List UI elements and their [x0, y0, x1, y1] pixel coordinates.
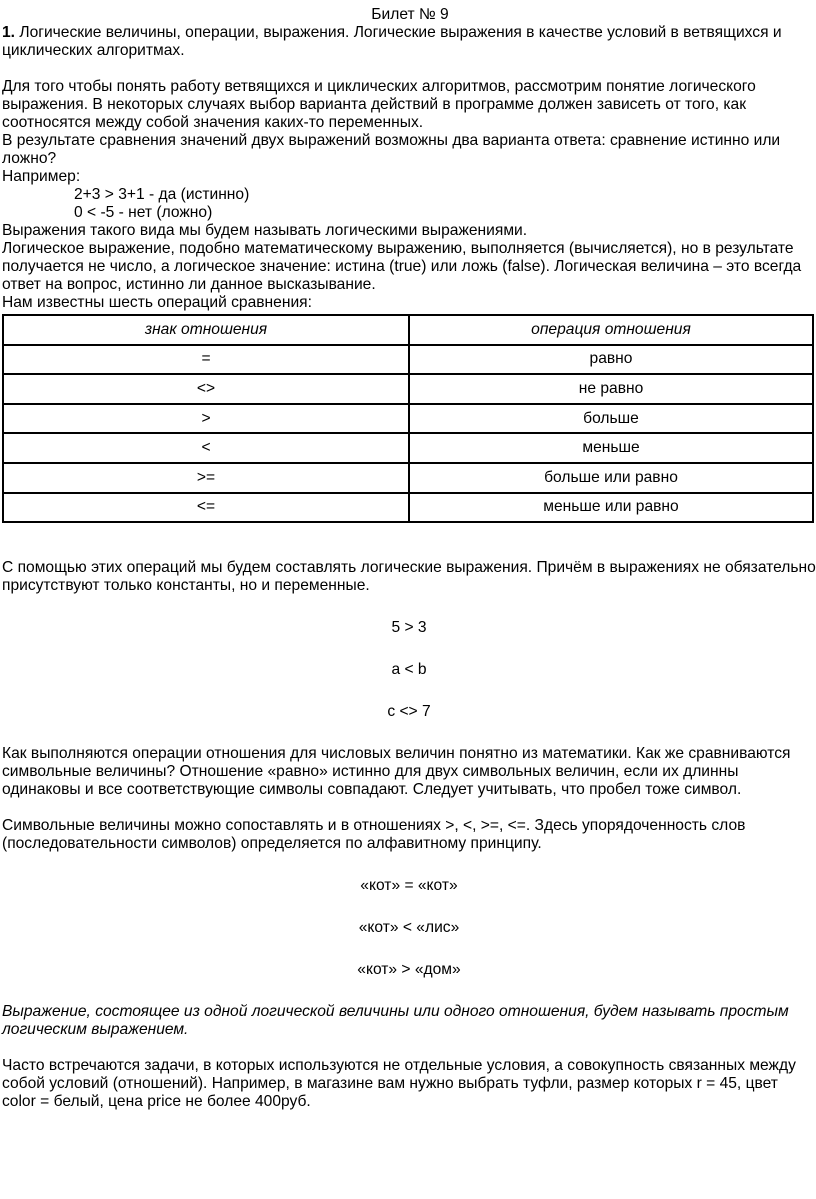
logic-expression-result: Логическое выражение, подобно математическому выражению, выполняется (вычисляется), но в результате получается не число, а логическое значение: истина (true) или ложь (false). Логическая величина – это всегда ответ на вопрос, истинно ли данное высказывание. [2, 240, 802, 293]
spacer [0, 523, 816, 559]
string-example: «кот» = «кот» [360, 877, 458, 895]
spacer [0, 679, 816, 703]
expression-example: 5 > 3 [391, 619, 427, 637]
operator-sign: = [3, 345, 409, 375]
operator-name: меньше или равно [409, 493, 813, 523]
example-true: 2+3 > 3+1 - да (истинно) [74, 186, 250, 203]
operator-name: больше или равно [409, 463, 813, 493]
simple-expression-definition: Выражение, состоящее из одной логической величины или одного отношения, будем называть простым логическим выражением. [2, 1003, 789, 1039]
table-row [3, 433, 813, 463]
string-example: «кот» > «дом» [357, 961, 461, 979]
spacer [0, 595, 816, 619]
table-row [3, 374, 813, 404]
header-operation: операция отношения [409, 315, 813, 345]
symbolic-comparison-paragraph: Как выполняются операции отношения для числовых величин понятно из математики. Как же сравниваются символьные величины? Отношение «равно» истинно для двух символьных величин, если их длинны одинаковы и все соответствующие символы совпадают. Следует учитывать, что пробел тоже символ. [2, 745, 791, 799]
operations-usage-paragraph: С помощью этих операций мы будем составлять логические выражения. Причём в выражениях не обязательно присутствуют только константы, но и переменные. [2, 559, 816, 595]
header-sign: знак отношения [3, 315, 409, 345]
spacer [0, 895, 816, 919]
question-heading [0, 24, 816, 60]
table-row [3, 345, 813, 375]
expression-example: c <> 7 [387, 703, 431, 721]
spacer [0, 721, 816, 745]
string-example: «кот» < «лис» [358, 919, 460, 937]
operator-name: равно [409, 345, 813, 375]
operator-sign: >= [3, 463, 409, 493]
symbolic-order-paragraph: Символьные величины можно сопоставлять и в отношениях >, <, >=, <=. Здесь упорядоченность слов (последовательности символов) определяется по алфавитному принципу. [2, 817, 746, 853]
expression-example: a < b [391, 661, 427, 679]
table-header-row [3, 315, 813, 345]
operator-name: не равно [409, 374, 813, 404]
intro-paragraph-1: Для того чтобы понять работу ветвящихся и циклических алгоритмов, рассмотрим понятие логического выражения. В некоторых случаях выбор варианта действий в программе должен зависеть от того, как соотносятся между собой значения каких-то переменных. [2, 78, 756, 131]
comparison-operations-table [2, 314, 814, 523]
spacer [0, 853, 816, 877]
spacer [0, 60, 816, 78]
operator-name: меньше [409, 433, 813, 463]
question-text: Логические величины, операции, выражения. Логические выражения в качестве условий в ветвящихся и циклических алгоритмах. [2, 24, 782, 59]
logic-expression-definition: Выражения такого вида мы будем называть логическими выражениями. [2, 222, 528, 239]
operator-sign: <= [3, 493, 409, 523]
example-label: Например: [2, 168, 81, 185]
spacer [0, 1039, 816, 1057]
spacer [0, 979, 816, 1003]
ticket-title: Билет № 9 [371, 6, 449, 23]
operator-sign: > [3, 404, 409, 434]
compound-conditions-paragraph: Часто встречаются задачи, в которых используются не отдельные условия, а совокупность связанных между собой условий (отношений). Например, в магазине вам нужно выбрать туфли, размер которых r = 45, цвет color = белый, цена price не более 400руб. [2, 1057, 796, 1111]
table-row [3, 493, 813, 523]
spacer [0, 637, 816, 661]
example-false: 0 < -5 - нет (ложно) [74, 204, 213, 221]
operator-sign: <> [3, 374, 409, 404]
six-operations-intro: Нам известны шесть операций сравнения: [2, 294, 312, 311]
operator-name: больше [409, 404, 813, 434]
table-row [3, 404, 813, 434]
spacer [0, 937, 816, 961]
spacer [0, 799, 816, 817]
intro-paragraph-2: В результате сравнения значений двух выражений возможны два варианта ответа: сравнение истинно или ложно? [2, 132, 781, 167]
operator-sign: < [3, 433, 409, 463]
question-number: 1. [2, 24, 16, 41]
table-row [3, 463, 813, 493]
